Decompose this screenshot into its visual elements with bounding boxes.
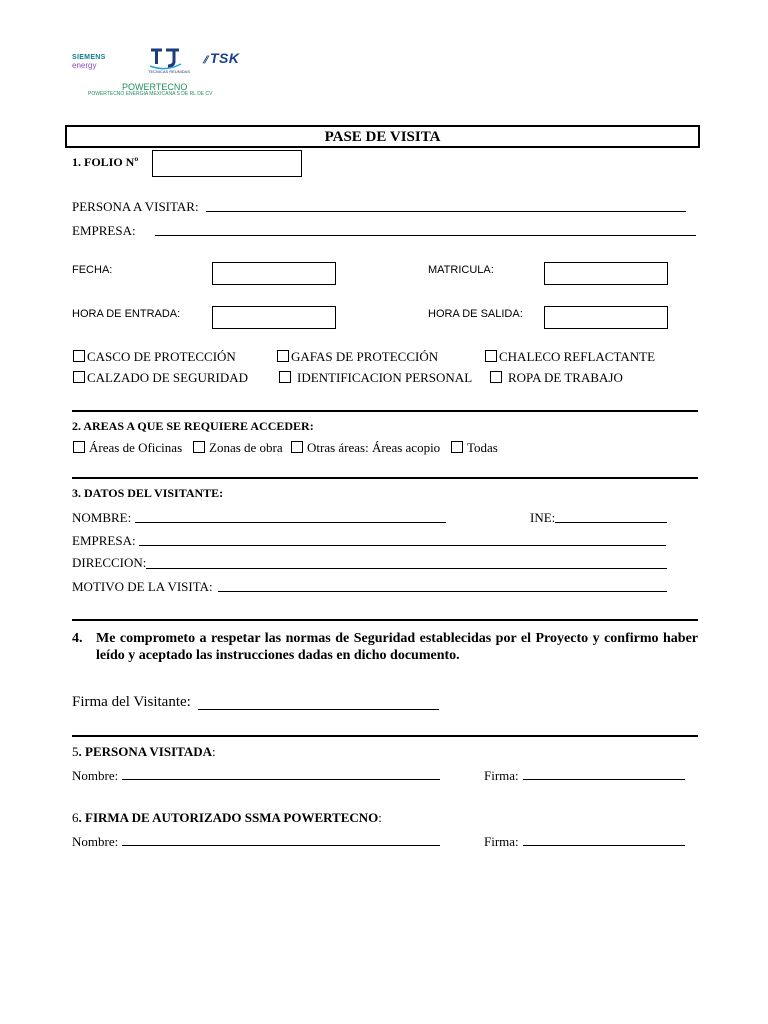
checkbox[interactable] — [73, 441, 85, 453]
checkbox[interactable] — [193, 441, 205, 453]
equipment-identificacion[interactable] — [279, 370, 472, 386]
equipment-casco-label: CASCO DE PROTECCIÓN — [87, 349, 236, 364]
checkbox[interactable] — [277, 350, 289, 362]
autorizado-nombre-label: Nombre: — [72, 834, 119, 849]
checkbox[interactable] — [485, 350, 497, 362]
empresa-label: EMPRESA: — [72, 223, 136, 238]
section-divider — [72, 477, 698, 479]
section-divider — [72, 735, 698, 737]
direccion-line[interactable] — [146, 557, 667, 569]
section6-title: . FIRMA DE AUTORIZADO SSMA POWERTECNO — [78, 810, 379, 825]
form-title: PASE DE VISITA — [65, 125, 700, 148]
motivo-line[interactable] — [218, 580, 667, 592]
section5-heading — [72, 744, 216, 760]
firma-visitante-line[interactable] — [198, 696, 439, 710]
section6-heading — [72, 810, 382, 826]
area-todas[interactable] — [451, 440, 498, 456]
equipment-chaleco[interactable] — [485, 349, 655, 365]
powertecno-logo-text: POWERTECNO — [122, 82, 188, 92]
area-todas-label: Todas — [467, 440, 498, 455]
ine-label: INE: — [530, 510, 556, 525]
area-otras[interactable] — [291, 440, 440, 456]
tsk-logo — [203, 50, 239, 66]
folio-field[interactable] — [152, 150, 302, 177]
area-zonas-obra[interactable] — [193, 440, 283, 456]
hora-entrada-label: HORA DE ENTRADA: — [72, 308, 181, 320]
area-otras-label: Otras áreas: Áreas acopio — [307, 440, 441, 455]
siemens-logo-text: SIEMENS — [72, 54, 106, 61]
fecha-label: FECHA: — [72, 264, 113, 276]
ine-line[interactable] — [555, 511, 667, 523]
checkbox[interactable] — [73, 350, 85, 362]
equipment-ropa-label: ROPA DE TRABAJO — [508, 370, 623, 385]
motivo-label: MOTIVO DE LA VISITA: — [72, 579, 213, 594]
equipment-ropa[interactable] — [490, 370, 623, 386]
nombre-visitante-label: NOMBRE: — [72, 510, 132, 525]
siemens-energy-logo — [72, 54, 120, 70]
section5-number: 5 — [72, 744, 79, 759]
section-divider — [72, 619, 698, 621]
direccion-label: DIRECCION: — [72, 555, 147, 570]
empresa-visitante-label: EMPRESA: — [72, 533, 136, 548]
equipment-gafas[interactable] — [277, 349, 438, 365]
section-divider — [72, 410, 698, 412]
equipment-identificacion-label: IDENTIFICACION PERSONAL — [297, 370, 473, 385]
powertecno-logo-subtext: POWERTECNO ENERGIA MEXICANA S DE RL DE CV — [88, 91, 213, 97]
area-oficinas-label: Áreas de Oficinas — [89, 440, 183, 455]
persona-a-visitar-label: PERSONA A VISITAR: — [72, 199, 199, 214]
equipment-casco[interactable] — [73, 349, 236, 365]
equipment-gafas-label: GAFAS DE PROTECCIÓN — [291, 349, 439, 364]
tj-logo-subtext: TECNICAS REUNIDAS — [148, 69, 191, 74]
persona-a-visitar-row — [72, 199, 199, 215]
tsk-stripes-icon: ⫽ — [203, 55, 208, 66]
equipment-calzado-label: CALZADO DE SEGURIDAD — [87, 370, 249, 385]
area-oficinas[interactable] — [73, 440, 182, 456]
autorizado-nombre-line[interactable] — [122, 834, 440, 846]
equipment-chaleco-label: CHALECO REFLACTANTE — [499, 349, 656, 364]
hora-salida-label: HORA DE SALIDA: — [428, 308, 523, 320]
equipment-calzado[interactable] — [73, 370, 248, 386]
section6-colon: : — [378, 810, 382, 825]
matricula-field[interactable] — [544, 262, 668, 285]
firma-visitante-label: Firma del Visitante: — [72, 694, 191, 710]
tsk-logo-text: TSK — [209, 50, 240, 66]
section4-number: 4. — [72, 631, 83, 646]
hora-entrada-field[interactable] — [212, 306, 336, 329]
tj-logo-icon — [148, 44, 184, 70]
empresa-line[interactable] — [155, 224, 696, 236]
section4-text: Me comprometo a respetar las normas de Seguridad establecidas por el Proyecto y confirmo haber leído y aceptado las instrucciones dadas en dicho documento. — [96, 631, 698, 663]
section4-statement — [72, 630, 698, 664]
autorizado-firma-line[interactable] — [523, 834, 685, 846]
matricula-label: MATRICULA: — [428, 264, 494, 276]
section3-heading: 3. DATOS DEL VISITANTE: — [72, 486, 224, 500]
autorizado-firma-label: Firma: — [484, 834, 519, 849]
persona-visitada-firma-label: Firma: — [484, 768, 519, 783]
empresa-visitante-line[interactable] — [139, 534, 666, 546]
folio-label: 1. FOLIO Nº — [72, 155, 139, 169]
section5-title: . PERSONA VISITADA — [78, 744, 213, 759]
persona-visitada-nombre-label: Nombre: — [72, 768, 119, 783]
checkbox[interactable] — [291, 441, 303, 453]
checkbox[interactable] — [451, 441, 463, 453]
checkbox[interactable] — [279, 371, 291, 383]
persona-a-visitar-line[interactable] — [206, 200, 686, 212]
persona-visitada-nombre-line[interactable] — [122, 768, 440, 780]
persona-visitada-firma-line[interactable] — [523, 768, 685, 780]
checkbox[interactable] — [73, 371, 85, 383]
energy-logo-text: energy — [72, 61, 97, 70]
area-zonas-obra-label: Zonas de obra — [209, 440, 283, 455]
nombre-visitante-line[interactable] — [135, 511, 446, 523]
section6-number: 6 — [72, 810, 79, 825]
section2-heading: 2. AREAS A QUE SE REQUIERE ACCEDER: — [72, 419, 314, 433]
hora-salida-field[interactable] — [544, 306, 668, 329]
checkbox[interactable] — [490, 371, 502, 383]
tecnicas-reunidas-logo — [148, 44, 191, 76]
fecha-field[interactable] — [212, 262, 336, 285]
section5-colon: : — [212, 744, 216, 759]
